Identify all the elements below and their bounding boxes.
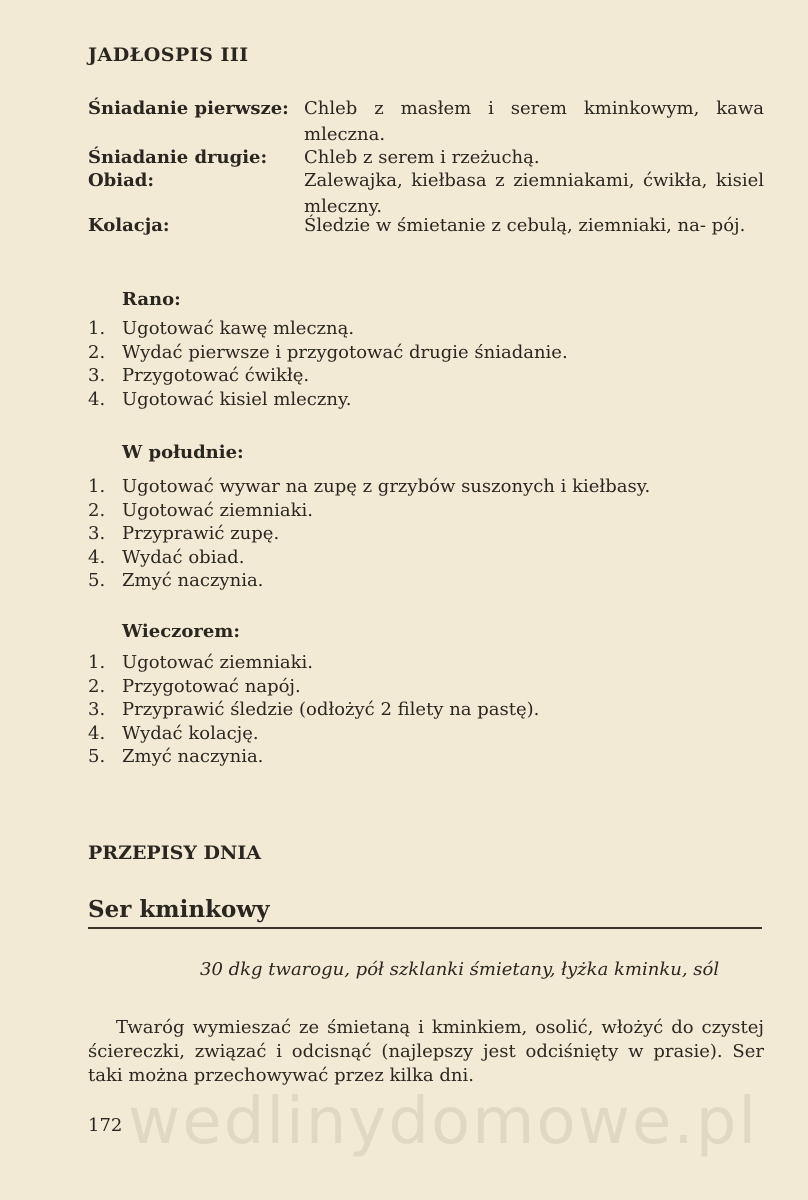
list-item: 3. Przyprawić zupę. bbox=[88, 523, 280, 544]
recipe-method: Twaróg wymieszać ze śmietaną i kminkiem, osolić, włożyć do czystej ściereczki, związać i odcisnąć (najlepszy jest odciśnięty w prasie). Ser taki można przechowywać przez kilka dni. bbox=[88, 1017, 764, 1086]
section-heading-evening: Wieczorem: bbox=[122, 621, 241, 642]
morning-steps bbox=[88, 317, 568, 411]
meal-text: Zalewajka, kiełbasa z ziemniakami, ćwikła, kisiel mleczny. bbox=[304, 170, 764, 217]
list-item: 2. Wydać pierwsze i przygotować drugie śniadanie. bbox=[88, 341, 568, 363]
section-heading-noon: W południe: bbox=[122, 442, 244, 463]
evening-steps bbox=[88, 651, 539, 769]
list-item: 1. Ugotować wywar na zupę z grzybów suszonych i kiełbasy. bbox=[88, 476, 651, 497]
noon-steps bbox=[88, 475, 650, 593]
list-item: 4. Ugotować kisiel mleczny. bbox=[88, 388, 352, 410]
list-item: 4. Wydać kolację. bbox=[88, 722, 259, 744]
meal-label: Kolacja: bbox=[88, 215, 170, 236]
meal-label: Śniadanie pierwsze: bbox=[88, 98, 289, 119]
menu-title: JADŁOSPIS III bbox=[88, 44, 249, 66]
meal-text: Chleb z serem i rzeżuchą. bbox=[304, 147, 540, 168]
meal-row bbox=[88, 96, 764, 148]
page-number: 172 bbox=[88, 1115, 123, 1136]
watermark: wedlinydomowe.pl bbox=[128, 1085, 759, 1159]
list-item: 2. Ugotować ziemniaki. bbox=[88, 499, 313, 521]
recipes-heading: PRZEPISY DNIA bbox=[88, 842, 261, 864]
meal-text: Chleb z masłem i serem kminkowym, kawa mleczna. bbox=[304, 98, 764, 145]
list-item: 5. Zmyć naczynia. bbox=[88, 746, 264, 767]
meal-text: Śledzie w śmietanie z cebulą, ziemniaki, na- pój. bbox=[304, 215, 746, 236]
list-item: 5. Zmyć naczynia. bbox=[88, 570, 264, 591]
list-item: 3. Przygotować ćwikłę. bbox=[88, 365, 310, 386]
meal-label: Śniadanie drugie: bbox=[88, 147, 268, 168]
list-item: 3. Przyprawić śledzie (odłożyć 2 filety na pastę). bbox=[88, 699, 540, 720]
title-divider bbox=[88, 927, 762, 929]
list-item: 2. Przygotować napój. bbox=[88, 675, 301, 697]
recipe-title: Ser kminkowy bbox=[88, 896, 270, 923]
meal-label: Obiad: bbox=[88, 170, 154, 191]
section-heading-morning: Rano: bbox=[122, 289, 181, 310]
meal-row bbox=[88, 213, 764, 265]
list-item: 1. Ugotować ziemniaki. bbox=[88, 652, 313, 673]
list-item: 1. Ugotować kawę mleczną. bbox=[88, 318, 355, 339]
list-item: 4. Wydać obiad. bbox=[88, 546, 245, 568]
recipe-ingredients: 30 dkg twarogu, pół szklanki śmietany, łyżka kminku, sól bbox=[200, 959, 720, 980]
